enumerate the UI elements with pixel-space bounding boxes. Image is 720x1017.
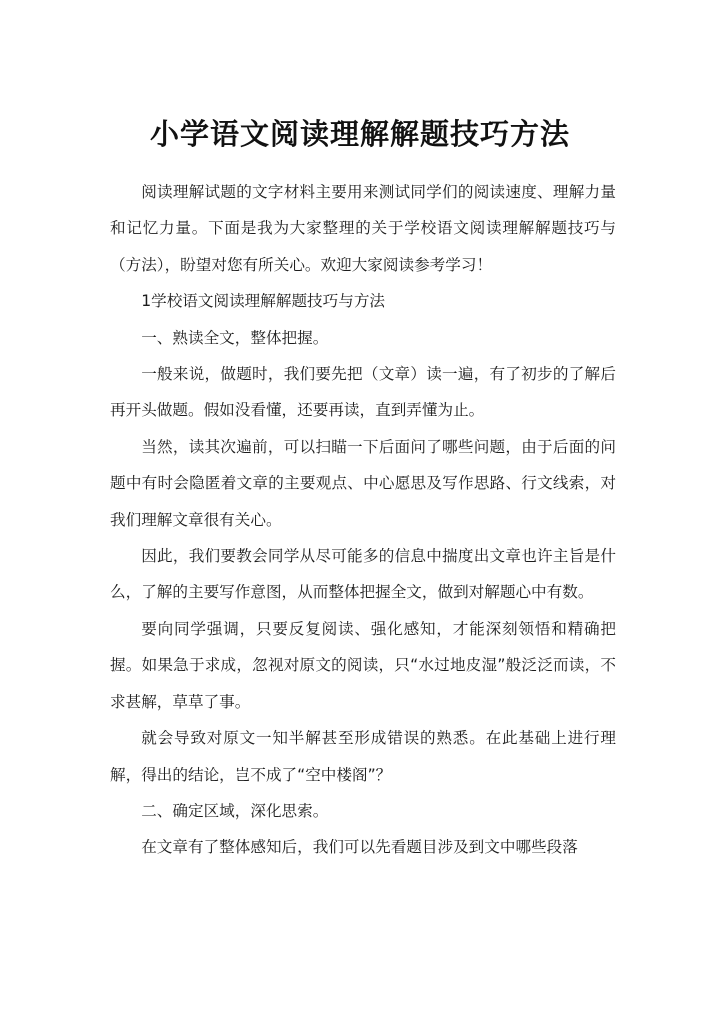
document-body xyxy=(110,174,616,866)
paragraph: 在文章有了整体感知后，我们可以先看题目涉及到文中哪些段落 xyxy=(141,838,578,857)
subheading-2: 二、确定区域，深化思索。 xyxy=(141,801,329,820)
paragraph: 一般来说，做题时，我们要先把（文章）读一遍，有了初步的了解后再开头做题。假如没看懂，还要再读，直到弄懂为止。 xyxy=(110,365,616,420)
section-heading: 1学校语文阅读理解解题技巧与方法 xyxy=(141,292,386,311)
paragraph: 要向同学强调，只要反复阅读、强化感知，才能深刻领悟和精确把握。如果急于求成，忽视对原文的阅读，只“水过地皮湿”般泛泛而读，不求甚解，草草了事。 xyxy=(110,619,616,711)
paragraph: 因此，我们要教会同学从尽可能多的信息中揣度出文章也许主旨是什么，了解的主要写作意图，从而整体把握全文，做到对解题心中有数。 xyxy=(110,547,616,602)
page-title: 小学语文阅读理解解题技巧方法 xyxy=(149,117,570,151)
paragraph-intro: 阅读理解试题的文字材料主要用来测试同学们的阅读速度、理解力量和记忆力量。下面是我为大家整理的关于学校语文阅读理解解题技巧与（方法），盼望对您有所关心。欢迎大家阅读参考学习！ xyxy=(110,183,616,274)
subheading-1: 一、熟读全文，整体把握。 xyxy=(141,328,329,347)
paragraph: 当然，读其次遍前，可以扫瞄一下后面问了哪些问题，由于后面的问题中有时会隐匿着文章的主要观点、中心愿思及写作思路、行文线索，对我们理解文章很有关心。 xyxy=(110,437,616,529)
paragraph: 就会导致对原文一知半解甚至形成错误的熟悉。在此基础上进行理解，得出的结论，岂不成了“空中楼阁”？ xyxy=(110,729,616,784)
